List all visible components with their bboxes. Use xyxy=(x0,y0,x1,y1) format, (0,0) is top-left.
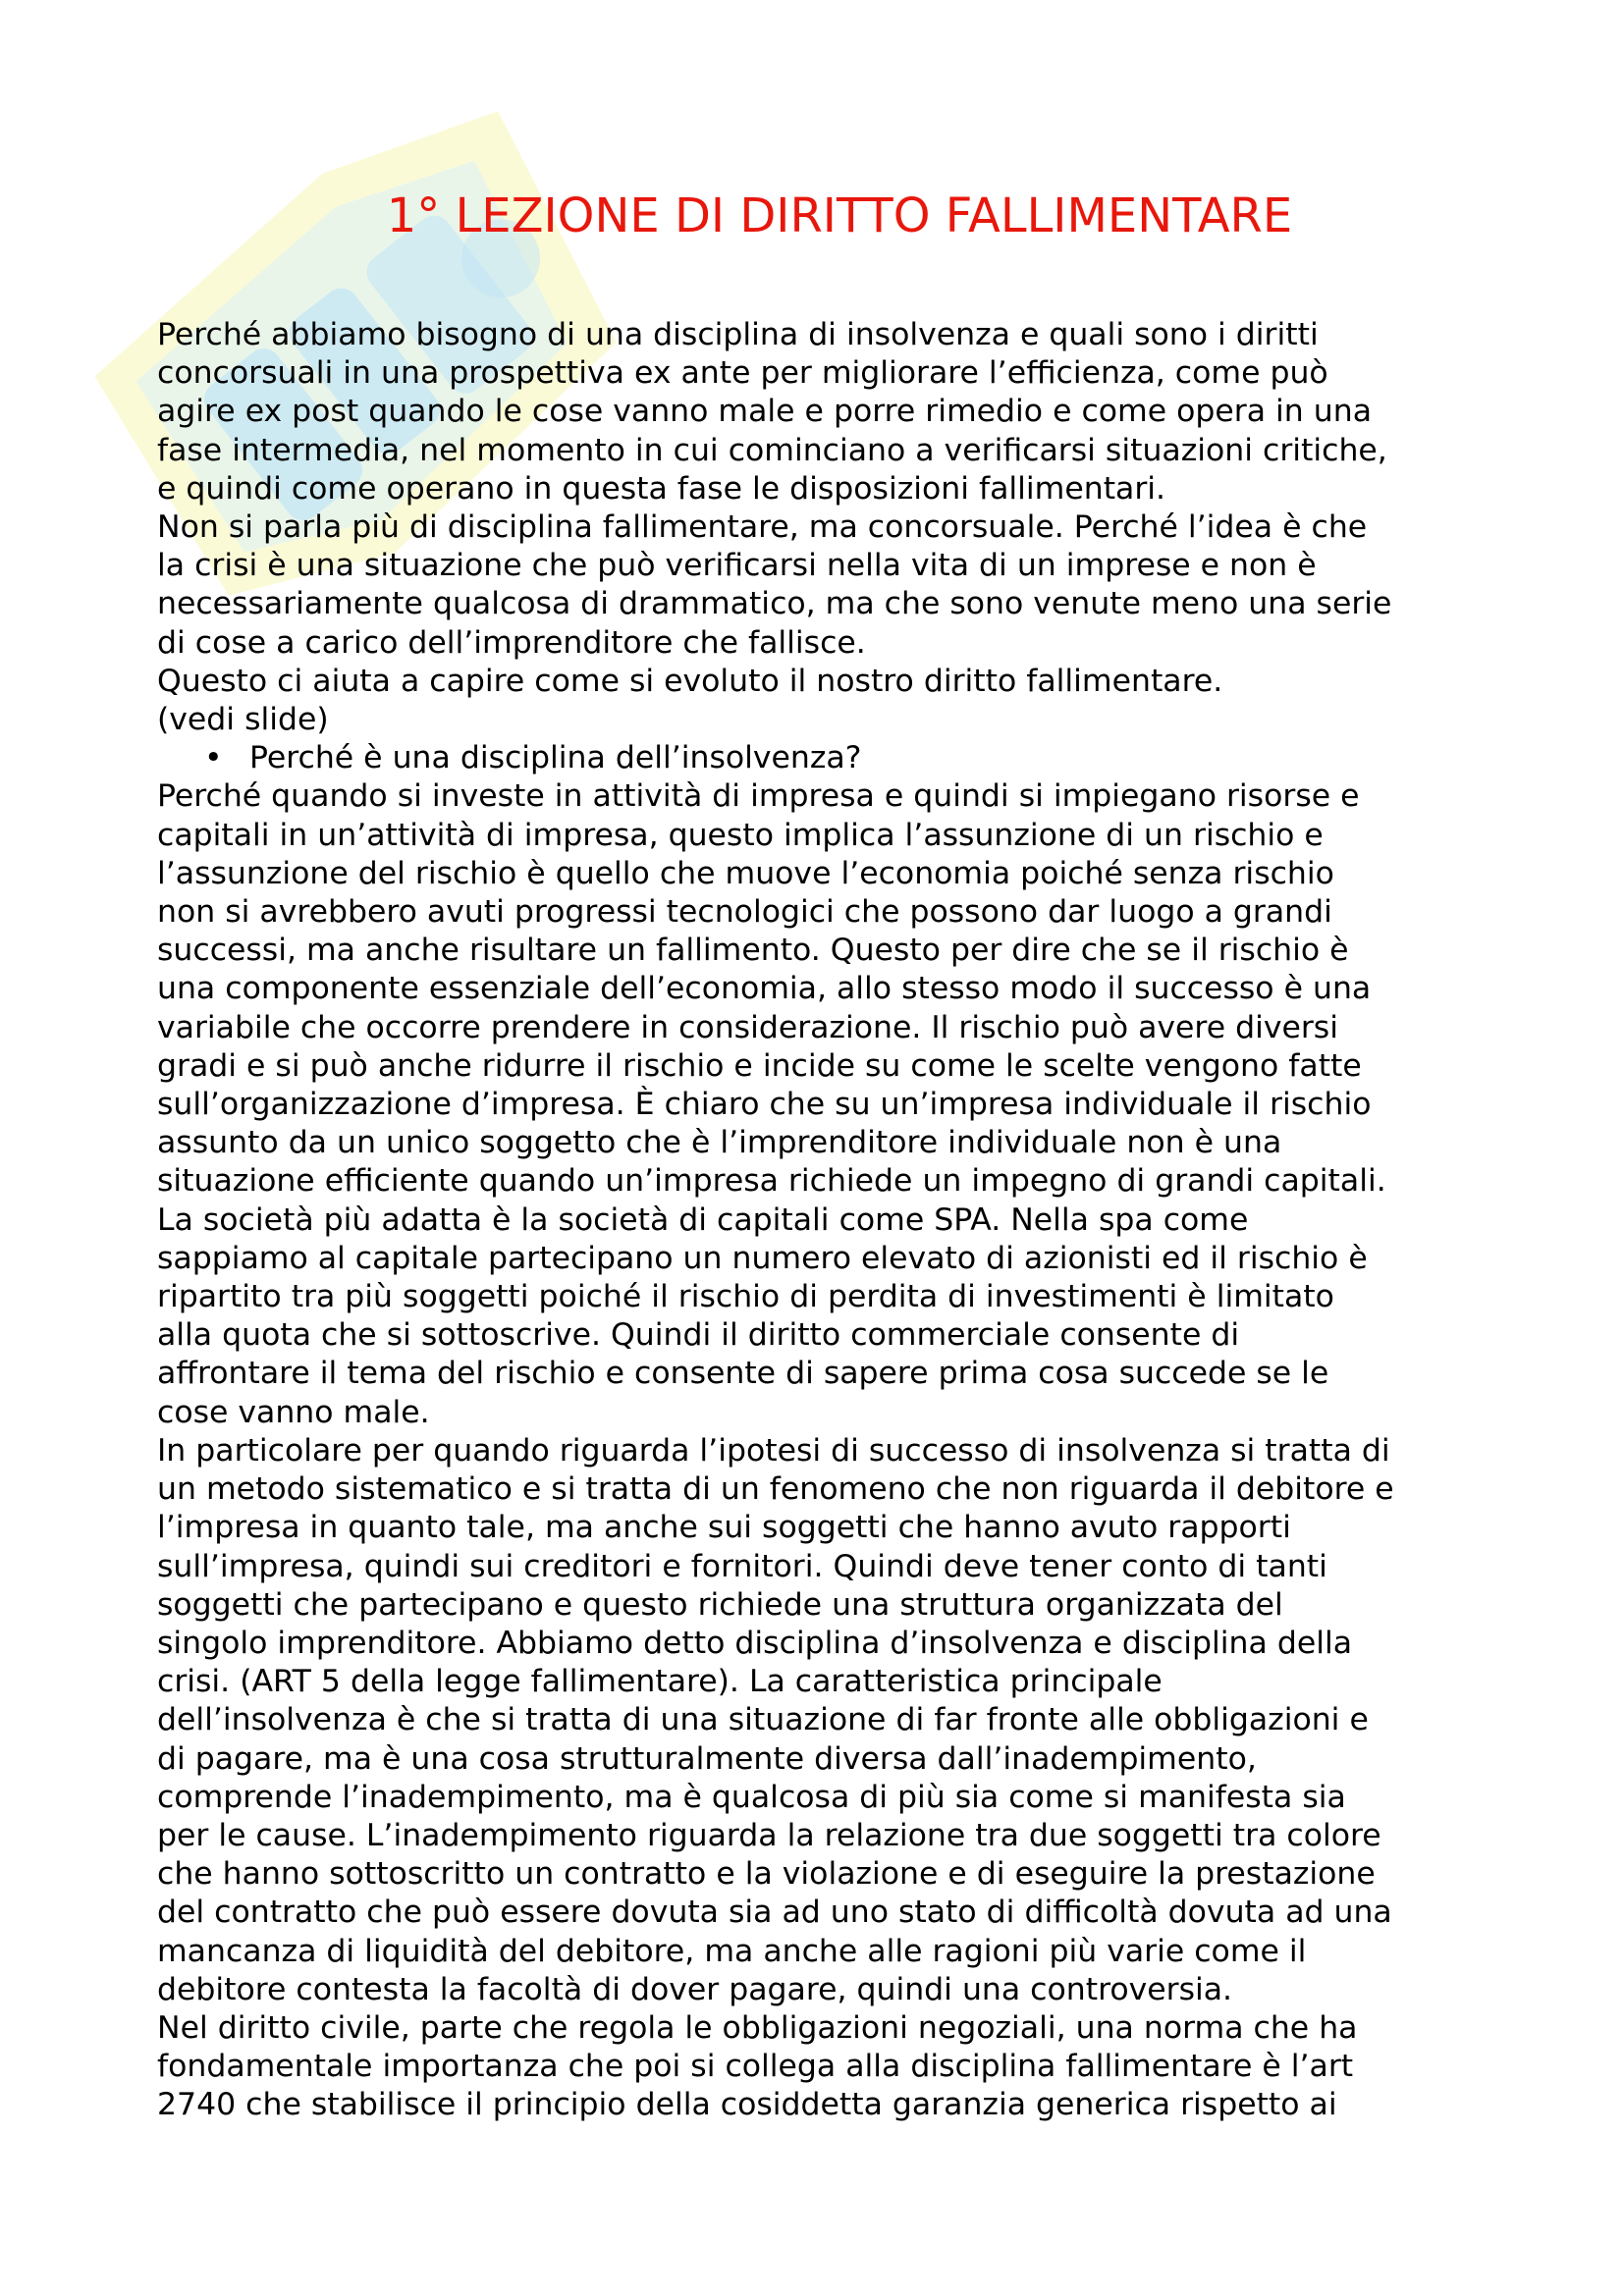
text-line: Nel diritto civile, parte che regola le obbligazioni negoziali, una norma che ha xyxy=(157,2009,1358,2046)
text-line: mancanza di liquidità del debitore, ma anche alle ragioni più varie come il xyxy=(157,1933,1307,1969)
paragraph-5 xyxy=(157,1432,1492,2009)
text-line: dell’insolvenza è che si tratta di una situazione di far fronte alle obbligazioni e xyxy=(157,1702,1369,1738)
text-line: alla quota che si sottoscrive. Quindi il diritto commerciale consente di xyxy=(157,1317,1240,1354)
text-line: per le cause. L’inadempimento riguarda la relazione tra due soggetti tra colore xyxy=(157,1817,1381,1853)
bullet-text: Perché è una disciplina dell’insolvenza? xyxy=(249,740,862,776)
text-line: variabile che occorre prendere in considerazione. Il rischio può avere diversi xyxy=(157,1009,1338,1045)
text-line: fase intermedia, nel momento in cui cominciano a verificarsi situazioni critiche, xyxy=(157,432,1387,468)
text-line: ripartito tra più soggetti poiché il rischio di perdita di investimenti è limitato xyxy=(157,1279,1334,1315)
text-line: sappiamo al capitale partecipano un numero elevato di azionisti ed il rischio è xyxy=(157,1240,1368,1276)
paragraph-4 xyxy=(157,777,1492,1431)
text-line: singolo imprenditore. Abbiamo detto disciplina d’insolvenza e disciplina della xyxy=(157,1625,1353,1661)
text-line: l’assunzione del rischio è quello che muove l’economia poiché senza rischio xyxy=(157,855,1334,891)
bullet-icon: • xyxy=(204,740,223,776)
text-line: che hanno sottoscritto un contratto e la violazione e di eseguire la prestazione xyxy=(157,1856,1376,1893)
text-line: comprende l’inadempimento, ma è qualcosa di più sia come si manifesta sia xyxy=(157,1779,1346,1815)
text-line: necessariamente qualcosa di drammatico, ma che sono venute meno una serie xyxy=(157,586,1392,622)
text-line: (vedi slide) xyxy=(157,702,329,738)
paragraph-6 xyxy=(157,2009,1492,2125)
paragraph-3 xyxy=(157,663,1492,739)
bullet-item xyxy=(157,739,1492,777)
text-line: soggetti che partecipano e questo richiede una struttura organizzata del xyxy=(157,1586,1283,1623)
paragraph-2 xyxy=(157,508,1492,663)
text-line: non si avrebbero avuti progressi tecnologici che possono dar luogo a grandi xyxy=(157,894,1332,931)
text-line: Questo ci aiuta a capire come si evoluto il nostro diritto fallimentare. xyxy=(157,663,1223,699)
text-line: l’impresa in quanto tale, ma anche sui soggetti che hanno avuto rapporti xyxy=(157,1510,1291,1546)
text-line: La società più adatta è la società di capitali come SPA. Nella spa come xyxy=(157,1201,1249,1238)
document-body xyxy=(157,316,1492,2125)
text-line: di cose a carico dell’imprenditore che fallisce. xyxy=(157,624,866,661)
text-line: sull’impresa, quindi sui creditori e fornitori. Quindi deve tener conto di tanti xyxy=(157,1548,1327,1584)
text-line: e quindi come operano in questa fase le disposizioni fallimentari. xyxy=(157,470,1166,507)
text-line: debitore contesta la facoltà di dover pagare, quindi una controversia. xyxy=(157,1971,1233,2007)
text-line: di pagare, ma è una cosa strutturalmente diversa dall’inadempimento, xyxy=(157,1740,1257,1777)
text-line: concorsuali in una prospettiva ex ante per migliorare l’efficienza, come può xyxy=(157,355,1328,392)
text-line: Non si parla più di disciplina fallimentare, ma concorsuale. Perché l’idea è che xyxy=(157,509,1368,546)
text-line: del contratto che può essere dovuta sia ad uno stato di difficoltà dovuta ad una xyxy=(157,1895,1392,1931)
text-line: crisi. (ART 5 della legge fallimentare). La caratteristica principale xyxy=(157,1664,1163,1700)
text-line: una componente essenziale dell’economia, allo stesso modo il successo è una xyxy=(157,971,1372,1007)
text-line: situazione efficiente quando un’impresa richiede un impegno di grandi capitali. xyxy=(157,1163,1386,1200)
text-line: assunto da un unico soggetto che è l’imprenditore individuale non è una xyxy=(157,1125,1282,1161)
text-line: 2740 che stabilisce il principio della cosiddetta garanzia generica rispetto ai xyxy=(157,2087,1337,2123)
paragraph-1 xyxy=(157,316,1492,508)
text-line: affrontare il tema del rischio e consente di sapere prima cosa succede se le xyxy=(157,1356,1329,1392)
document-page xyxy=(157,187,1492,2125)
text-line: un metodo sistematico e si tratta di un fenomeno che non riguarda il debitore e xyxy=(157,1471,1394,1508)
text-line: agire ex post quando le cose vanno male e porre rimedio e come opera in una xyxy=(157,394,1373,430)
text-line: cose vanno male. xyxy=(157,1394,430,1430)
text-line: sull’organizzazione d’impresa. È chiaro che su un’impresa individuale il rischio xyxy=(157,1087,1372,1123)
text-line: capitali in un’attività di impresa, questo implica l’assunzione di un rischio e xyxy=(157,817,1324,853)
text-line: successi, ma anche risultare un fallimento. Questo per dire che se il rischio è xyxy=(157,933,1349,969)
text-line: fondamentale importanza che poi si collega alla disciplina fallimentare è l’art xyxy=(157,2049,1354,2085)
text-line: Perché quando si investe in attività di impresa e quindi si impiegano risorse e xyxy=(157,778,1360,815)
text-line: gradi e si può anche ridurre il rischio e incide su come le scelte vengono fatte xyxy=(157,1047,1362,1084)
text-line: In particolare per quando riguarda l’ipotesi di successo di insolvenza si tratta di xyxy=(157,1432,1390,1468)
text-line: la crisi è una situazione che può verificarsi nella vita di un imprese e non è xyxy=(157,548,1317,584)
text-line: Perché abbiamo bisogno di una disciplina di insolvenza e quali sono i diritti xyxy=(157,317,1319,352)
document-title: 1° LEZIONE DI DIRITTO FALLIMENTARE xyxy=(386,188,1293,243)
